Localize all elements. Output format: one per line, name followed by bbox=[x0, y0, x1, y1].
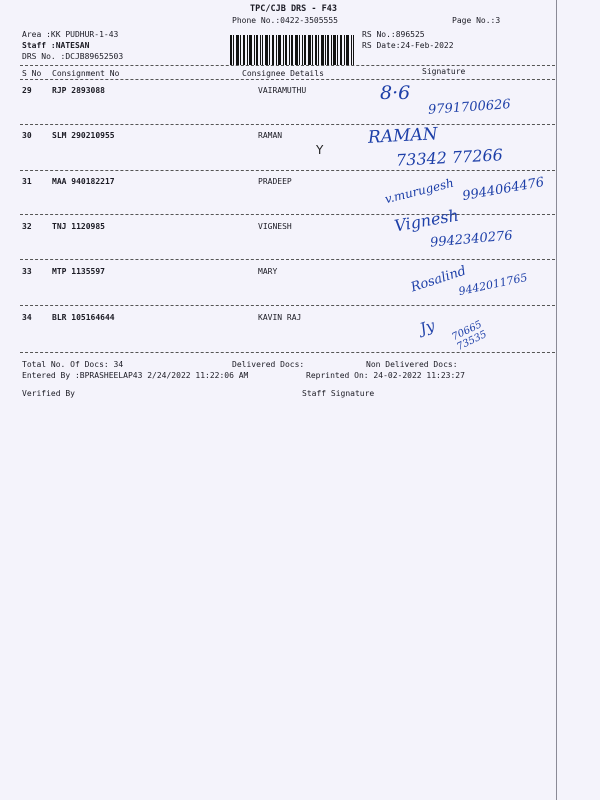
handwritten-name: Rosalind bbox=[409, 263, 468, 296]
row-consignment: SLM 290210955 bbox=[52, 131, 115, 140]
staff-label: Staff :NATESAN bbox=[22, 41, 90, 50]
row-consignee: PRADEEP bbox=[258, 177, 292, 186]
table-bottom-divider bbox=[20, 352, 555, 353]
column-signature: Signature bbox=[422, 67, 466, 76]
barcode-image bbox=[230, 35, 354, 65]
row-divider bbox=[20, 214, 555, 215]
page-number: Page No.:3 bbox=[452, 16, 501, 25]
total-docs: Total No. Of Docs: 34 bbox=[22, 360, 124, 369]
area-label: Area :KK PUDHUR-1-43 bbox=[22, 30, 119, 39]
rs-date: RS Date:24-Feb-2022 bbox=[362, 41, 454, 50]
right-margin-line bbox=[556, 0, 557, 800]
row-divider bbox=[20, 305, 555, 306]
row-consignee: VIGNESH bbox=[258, 222, 292, 231]
row-consignment: MAA 940182217 bbox=[52, 177, 115, 186]
document-title: TPC/CJB DRS - F43 bbox=[250, 4, 337, 14]
staff-signature-label: Staff Signature bbox=[302, 389, 375, 398]
handwritten-phone: 73342 77266 bbox=[395, 145, 504, 170]
drs-number: DRS No. :DCJB89652503 bbox=[22, 52, 124, 61]
row-consignment: RJP 2893088 bbox=[52, 86, 105, 95]
handwritten-name: RAMAN bbox=[367, 124, 439, 148]
signature-row34: Jy bbox=[417, 316, 437, 338]
column-sno: S No bbox=[22, 69, 42, 78]
row-sno: 29 bbox=[22, 86, 32, 95]
row-consignee: KAVIN RAJ bbox=[258, 313, 302, 322]
column-consignee: Consignee Details bbox=[242, 69, 324, 78]
column-consignment: Consignment No bbox=[52, 69, 120, 78]
handwritten-name: v.murugesh bbox=[383, 175, 456, 207]
verified-by-label: Verified By bbox=[22, 389, 75, 398]
entered-by: Entered By :BPRASHEELAP43 2/24/2022 11:22:06 AM bbox=[22, 371, 249, 380]
row-consignment: MTP 1135597 bbox=[52, 267, 105, 276]
row-divider bbox=[20, 259, 555, 260]
row-sno: 33 bbox=[22, 267, 32, 276]
signature-row29: 8·6 bbox=[380, 82, 411, 104]
row-consignment: BLR 105164644 bbox=[52, 313, 115, 322]
header-divider-top bbox=[20, 65, 555, 66]
handwritten-name: Vignesh bbox=[392, 205, 461, 236]
row-consignee: MARY bbox=[258, 267, 278, 276]
row-consignment: TNJ 1120985 bbox=[52, 222, 105, 231]
row-consignee: VAIRAMUTHU bbox=[258, 86, 307, 95]
non-delivered-docs: Non Delivered Docs: bbox=[366, 360, 458, 369]
handwritten-phone: 9791700626 bbox=[427, 97, 512, 118]
row-sno: 31 bbox=[22, 177, 32, 186]
handwritten-phone: 9442011765 bbox=[457, 270, 529, 299]
row-consignee: RAMAN bbox=[258, 131, 283, 140]
header-divider-bottom bbox=[20, 79, 555, 80]
rs-number: RS No.:896525 bbox=[362, 30, 425, 39]
tick-mark: Y bbox=[316, 143, 324, 157]
row-sno: 32 bbox=[22, 222, 32, 231]
row-divider bbox=[20, 170, 555, 171]
handwritten-phone: 70665 73535 bbox=[450, 319, 489, 353]
reprinted-on: Reprinted On: 24-02-2022 11:23:27 bbox=[306, 371, 465, 380]
handwritten-phone: 9944064476 bbox=[461, 174, 546, 205]
delivered-docs: Delivered Docs: bbox=[232, 360, 305, 369]
handwritten-phone: 9942340276 bbox=[429, 228, 514, 251]
row-sno: 34 bbox=[22, 313, 32, 322]
row-sno: 30 bbox=[22, 131, 32, 140]
phone-number: Phone No.:0422-3505555 bbox=[232, 16, 338, 25]
row-divider bbox=[20, 124, 555, 125]
